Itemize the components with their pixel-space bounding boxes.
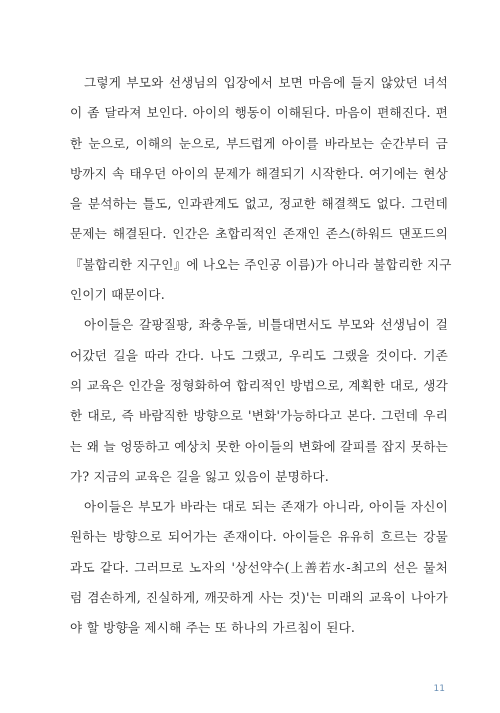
paragraph-2-line-1: 아이들은 갈팡질팡, 좌충우돌, 비틀대면서도 부모와 선생님이 걸 [84, 317, 448, 333]
paragraph-3-line-3: 과도 같다. 그러므로 노자의 '상선약수(上善若水-최고의 선은 물처 [70, 559, 448, 575]
paragraph-2-line-4: 한 대로, 즉 바람직한 방향으로 '변화'가능하다고 본다. 그런데 우리 [70, 408, 448, 424]
paragraph-3-line-1: 아이들은 부모가 바라는 대로 되는 존재가 아니라, 아이들 자신이 [84, 499, 448, 515]
paragraph-2-line-6: 가? 지금의 교육은 길을 잃고 있음이 분명하다. [70, 468, 329, 484]
paragraph-1-line-1: 그렇게 부모와 선생님의 입장에서 보면 마음에 들지 않았던 녀석 [84, 75, 448, 90]
paragraph-1-line-3: 한 눈으로, 이해의 눈으로, 부드럽게 아이를 바라보는 순간부터 금 [70, 135, 448, 151]
paragraph-3-line-4: 럼 겸손하게, 진실하게, 깨끗하게 사는 것)'는 미래의 교육이 나아가 [70, 590, 448, 606]
paragraph-1-line-2: 이 좀 달라져 보인다. 아이의 행동이 이해된다. 마음이 편해진다. 편 [70, 105, 448, 121]
paragraph-1-line-6: 문제는 해결된다. 인간은 초합리적인 존재인 존스(하워드 댄포드의 [70, 226, 448, 242]
paragraph-1-line-5: 을 분석하는 틀도, 인과관계도 없고, 정교한 해결책도 없다. 그런데 [70, 196, 448, 212]
paragraph-1-line-7: 『불합리한 지구인』에 나오는 주인공 이름)가 아니라 불합리한 지구 [70, 256, 452, 272]
paragraph-3-line-5: 야 할 방향을 제시해 주는 또 하나의 가르침이 된다. [70, 620, 356, 636]
page-number: 11 [433, 684, 445, 694]
paragraph-2-line-3: 의 교육은 인간을 정형화하여 합리적인 방법으로, 계획한 대로, 생각 [70, 377, 448, 393]
paragraph-1-line-8: 인이기 때문이다. [70, 287, 165, 303]
paragraph-2-line-5: 는 왜 늘 엉뚱하고 예상치 못한 아이들의 변화에 갈피를 잡지 못하는 [70, 438, 448, 454]
paragraph-2-line-2: 어갔던 길을 따라 간다. 나도 그랬고, 우리도 그랬을 것이다. 기존 [70, 347, 448, 363]
paragraph-1-line-4: 방까지 속 태우던 아이의 문제가 해결되기 시작한다. 여기에는 현상 [70, 165, 448, 181]
body-text [70, 68, 452, 644]
paragraph-3-line-2: 원하는 방향으로 되어가는 존재이다. 아이들은 유유히 흐르는 강물 [70, 529, 448, 545]
